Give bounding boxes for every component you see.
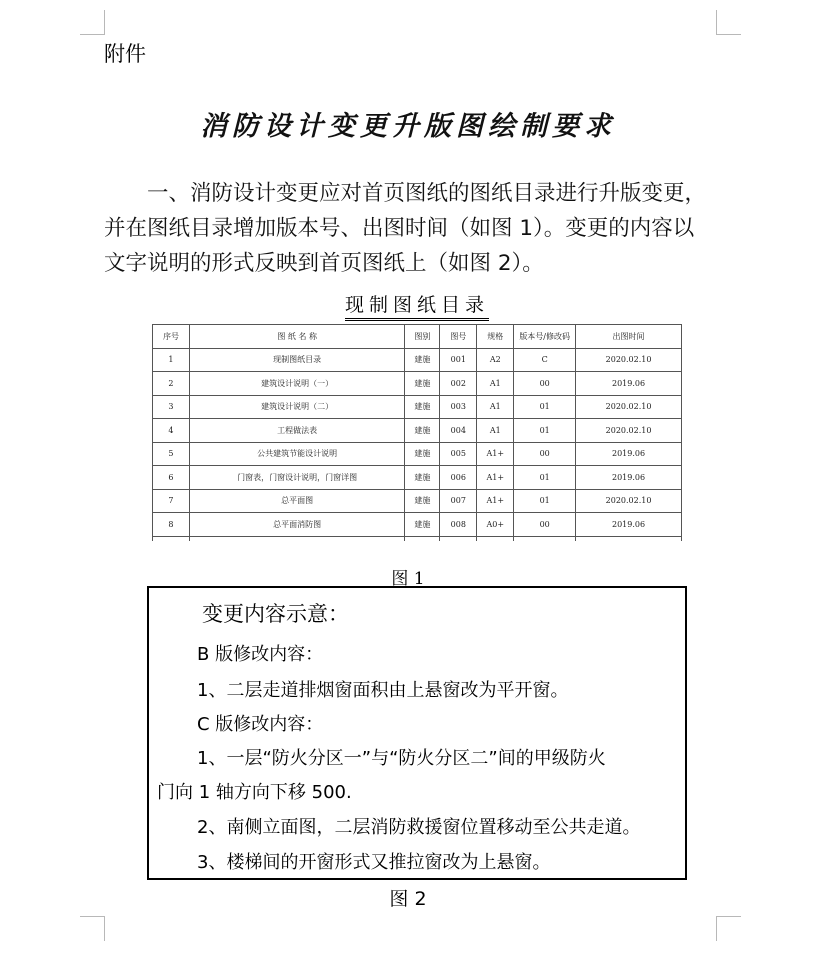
attachment-label: 附件 [104,42,146,66]
table-cell: 2020.02.10 [576,419,682,443]
table-cell: 001 [440,348,477,372]
table-cell: 008 [440,513,477,537]
table-cell: 建筑设计说明（二） [189,395,405,419]
body-line: 并在图纸目录增加版本号、出图时间（如图 1）。变更的内容以 [104,216,695,241]
table-cell: 2019.06 [576,513,682,537]
table-row [153,466,682,490]
table-row [153,372,682,396]
table-cell: 现制图纸目录 [189,348,405,372]
figure-1-drawing-list [152,290,682,541]
table-cell: 2 [153,372,190,396]
change-note-line: 3、楼梯间的开窗形式又推拉窗改为上悬窗。 [197,852,551,873]
table-cell: 1 [153,348,190,372]
column-header: 图 纸 名 称 [189,325,405,349]
table-cell: 7 [153,489,190,513]
table-cell: 2020.02.10 [576,395,682,419]
figure-2-caption: 图 2 [389,888,427,910]
table-cell: 建施 [405,419,440,443]
table-cell: 00 [514,513,576,537]
table-cell: 00 [514,372,576,396]
table-cell: 建施 [405,442,440,466]
table-cell: 01 [514,419,576,443]
table-cell: A1+ [477,489,514,513]
table-cell: 002 [440,372,477,396]
table-cell: 3 [153,395,190,419]
document-title: 消防设计变更升版图绘制要求 [200,111,616,142]
table-cell: 007 [440,489,477,513]
drawing-list-title-text: 现制图纸目录 [345,292,489,321]
table-cell: 01 [514,489,576,513]
table-cell: 建施 [405,372,440,396]
table-cell: A1+ [477,442,514,466]
table-row [153,442,682,466]
table-cell: 建施 [405,489,440,513]
table-cell: 公共建筑节能设计说明 [189,442,405,466]
table-cell: A1 [477,395,514,419]
table-cell: 003 [440,395,477,419]
table-cell: 总平面消防图 [189,513,405,537]
page-corner-mark-top-left [80,10,105,35]
table-cell: 2020.02.10 [576,348,682,372]
table-cell: A1 [477,419,514,443]
table-cell: A1 [477,372,514,396]
table-cell: 门窗表，门窗设计说明，门窗详图 [189,466,405,490]
body-paragraph [104,176,720,281]
table-row [153,395,682,419]
table-cell: 2019.06 [576,466,682,490]
table-cell: A1+ [477,466,514,490]
table-row [153,348,682,372]
table-cell: 6 [153,466,190,490]
column-header: 规格 [477,325,514,349]
table-cell: 01 [514,395,576,419]
column-header: 图别 [405,325,440,349]
table-cell: 004 [440,419,477,443]
table-cell: 建施 [405,395,440,419]
change-note-line: 2、南侧立面图，二层消防救援窗位置移动至公共走道。 [197,817,641,838]
table-cell: 建筑设计说明（一） [189,372,405,396]
change-note-line: 门向 1 轴方向下移 500. [157,782,352,803]
change-note-line: B 版修改内容： [197,644,324,665]
table-cell: 4 [153,419,190,443]
table-cell: 建施 [405,466,440,490]
drawing-list-title [152,290,682,320]
table-cell: C [514,348,576,372]
change-note-line: C 版修改内容： [197,714,324,735]
table-cell: 2019.06 [576,442,682,466]
body-line: 一、消防设计变更应对首页图纸的图纸目录进行升版变更， [147,181,707,206]
table-row [153,489,682,513]
change-note-line: 1、一层“防火分区一”与“防火分区二”间的甲级防火 [197,748,606,769]
table-cell: 总平面图 [189,489,405,513]
table-cell: A2 [477,348,514,372]
table-cell: 工程做法表 [189,419,405,443]
page-corner-mark-bottom-right [716,916,741,941]
figure-1-caption: 图 1 [391,569,425,589]
column-header: 版本号/修改码 [514,325,576,349]
table-cell: 5 [153,442,190,466]
column-header: 图号 [440,325,477,349]
table-cutoff-row [153,536,682,541]
table-row [153,513,682,537]
page-corner-mark-top-right [716,10,741,35]
table-cell: 2019.06 [576,372,682,396]
table-cell: 8 [153,513,190,537]
page-corner-mark-bottom-left [80,916,105,941]
table-header-row [153,325,682,349]
table-cell: 建施 [405,513,440,537]
drawing-list-table [152,324,682,541]
table-cell: 00 [514,442,576,466]
change-note-line: 1、二层走道排烟窗面积由上悬窗改为平开窗。 [197,680,569,701]
table-cell: A0+ [477,513,514,537]
table-cell: 2020.02.10 [576,489,682,513]
table-row [153,419,682,443]
column-header: 序号 [153,325,190,349]
table-cell: 01 [514,466,576,490]
table-cell: 005 [440,442,477,466]
column-header: 出图时间 [576,325,682,349]
figure-2-change-notes-box [147,586,687,880]
table-cell: 006 [440,466,477,490]
change-notes-title: 变更内容示意： [202,602,349,626]
table-cell: 建施 [405,348,440,372]
body-line: 文字说明的形式反映到首页图纸上（如图 2）。 [104,251,544,276]
